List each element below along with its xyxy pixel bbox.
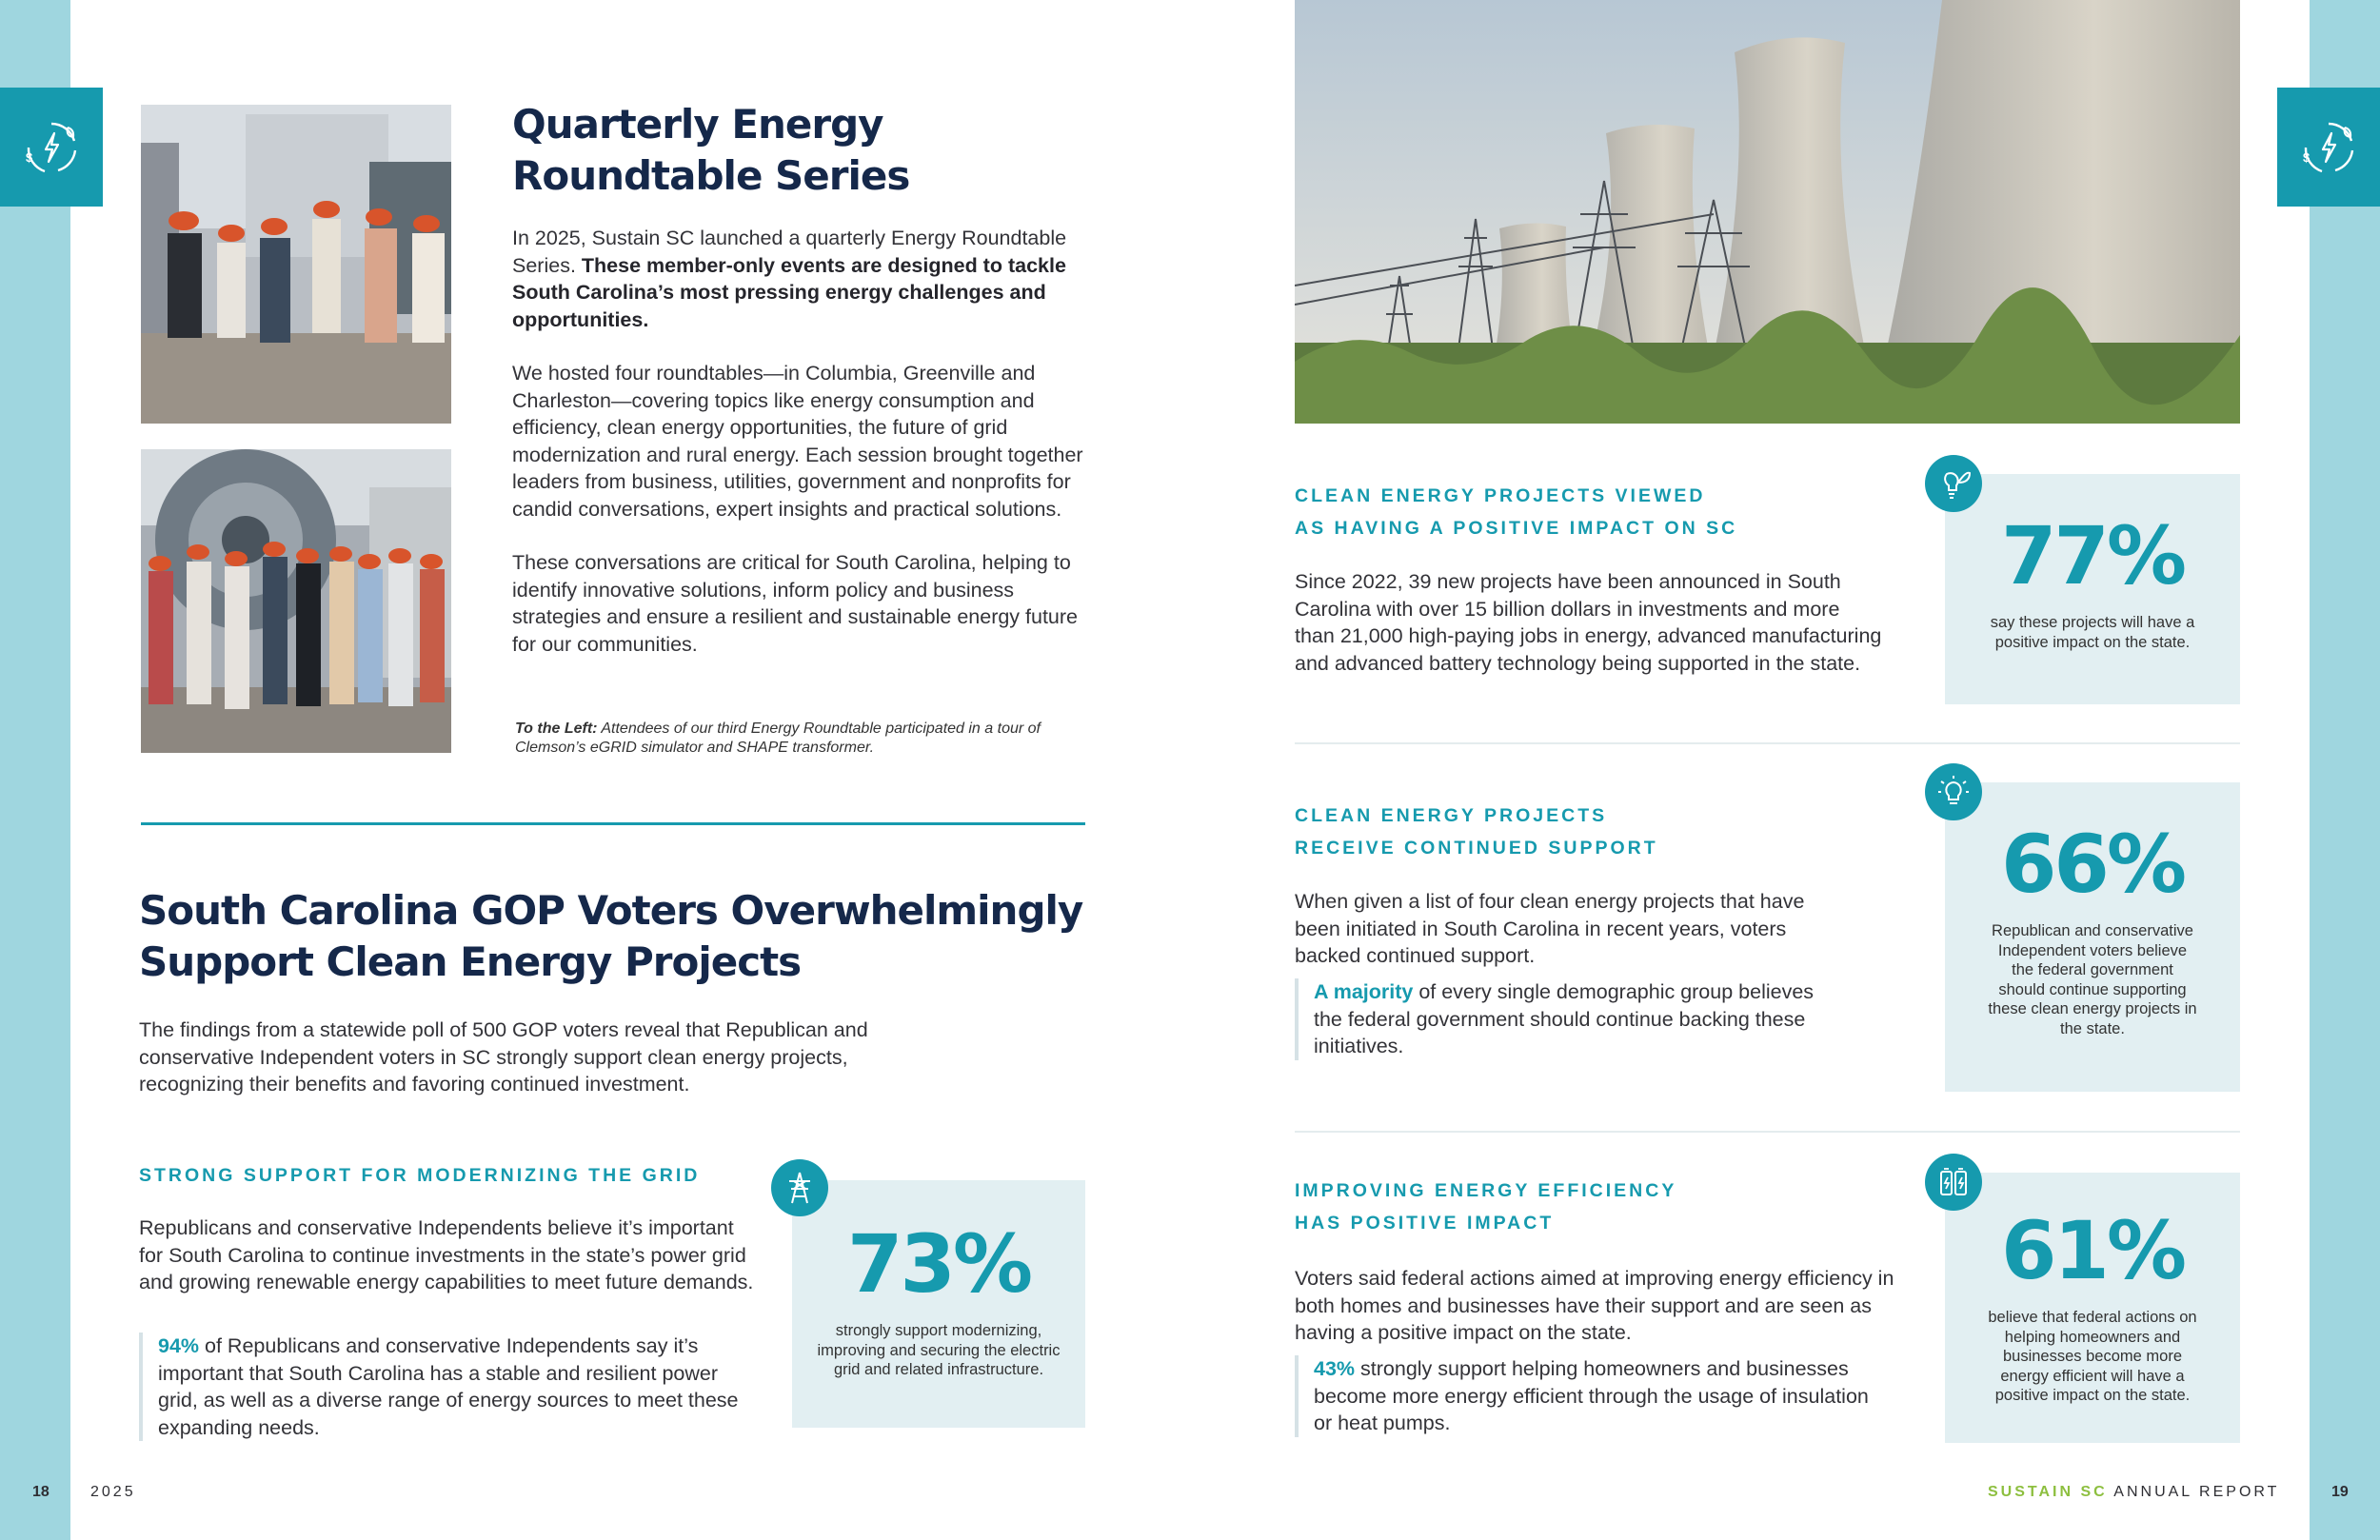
right-edge-band	[2310, 0, 2380, 1540]
footer-brand: SUSTAIN SC	[1988, 1484, 2108, 1500]
grid-stat-badge	[771, 1159, 828, 1216]
stat2-quote	[1295, 978, 1847, 1060]
svg-text:$: $	[26, 149, 33, 165]
roundtable-paragraph-3: These conversations are critical for South Carolina, helping to identify innovative solutions, inform policy and business strategies and ensure a resilient and sustainable energy future for our communities.	[512, 551, 1079, 656]
grid-stat-value: 73%	[846, 1217, 1031, 1311]
photo-caption-lead: To the Left:	[515, 721, 598, 737]
photo-caption-text: Attendees of our third Energy Roundtable participated in a tour of Clemson’s eGRID simulator and SHAPE transformer.	[515, 721, 1041, 756]
stat-divider-1	[1295, 742, 2240, 744]
stat1-card	[1945, 474, 2240, 704]
left-edge-band	[0, 0, 70, 1540]
poll-title-line1: South Carolina GOP Voters Overwhelmingly	[139, 887, 1083, 934]
stat1-description: say these projects will have a positive impact on the state.	[1990, 614, 2195, 651]
stat2-card	[1945, 782, 2240, 1092]
grid-stat-description: strongly support modernizing, improving and securing the electric grid and related infrastructure.	[817, 1322, 1061, 1378]
footer-report-title	[1988, 1484, 2279, 1501]
right-page-number: 19	[2331, 1484, 2349, 1500]
roundtable-title-line2: Roundtable Series	[512, 152, 910, 199]
stat2-label	[1295, 800, 1942, 864]
stat3-body: Voters said federal actions aimed at improving energy efficiency in both homes and businesses have their support and are seen as having a positive impact on the state.	[1295, 1267, 1894, 1344]
power-tower-icon	[782, 1170, 818, 1206]
stat3-label	[1295, 1175, 1942, 1239]
stat2-quote-text: of every single demographic group believes the federal government should continue backing these initiatives.	[1314, 980, 1815, 1057]
energy-cycle-icon	[2299, 118, 2358, 177]
grid-quote-text: of Republicans and conservative Independents say it’s important that South Carolina has a stable and resilient power grid, as well as a diverse range of energy sources to meet these expanding needs.	[158, 1334, 739, 1439]
left-section-tab	[0, 88, 103, 207]
footer-report-label: ANNUAL REPORT	[2107, 1484, 2280, 1500]
stat3-quote-highlight: 43%	[1314, 1357, 1356, 1380]
stat1-value: 77%	[2000, 509, 2185, 602]
stat2-value: 66%	[2000, 818, 2185, 911]
energy-cycle-icon	[22, 118, 81, 177]
stat3-label-line2: HAS POSITIVE IMPACT	[1295, 1213, 1555, 1234]
roundtable-photo-group	[141, 449, 451, 753]
photo-caption	[515, 720, 1086, 758]
stat1-label-line2: AS HAVING A POSITIVE IMPACT ON SC	[1295, 518, 1738, 539]
battery-icon	[1935, 1164, 1972, 1200]
poll-intro: The findings from a statewide poll of 500 GOP voters reveal that Republican and conservative Independent voters in SC strongly support clean energy projects, recognizing their benefits and favoring continued investment.	[139, 1018, 868, 1096]
stat3-label-line1: IMPROVING ENERGY EFFICIENCY	[1295, 1180, 1677, 1201]
stat-divider-2	[1295, 1131, 2240, 1133]
leaf-bulb-icon	[1935, 465, 1972, 502]
roundtable-intro-paragraph	[512, 225, 1102, 333]
cooling-towers-photo	[1295, 0, 2240, 424]
stat1-badge	[1925, 455, 1982, 512]
roundtable-intro-text: In 2025, Sustain SC launched a quarterly Energy Roundtable Series.	[512, 227, 1067, 277]
stat3-quote-text: strongly support helping homeowners and businesses become more energy efficient through the usage of insulation or heat pumps.	[1314, 1357, 1869, 1434]
stat1-label-line1: CLEAN ENERGY PROJECTS VIEWED	[1295, 485, 1706, 506]
left-page-number: 18	[32, 1484, 50, 1500]
roundtable-paragraph-2: We hosted four roundtables—in Columbia, Greenville and Charleston—covering topics like energy consumption and efficiency, clean energy opportunities, the future of grid modernization and rural energy. Each session brought together leaders from business, utilities, government and nonprofits for candid conversations, expert insights and practical solutions.	[512, 362, 1083, 521]
roundtable-title-line1: Quarterly Energy	[512, 101, 883, 148]
grid-section-quote	[139, 1333, 741, 1441]
poll-title-line2: Support Clean Energy Projects	[139, 938, 802, 985]
stat2-label-line1: CLEAN ENERGY PROJECTS	[1295, 805, 1608, 826]
stat3-quote	[1295, 1355, 1875, 1437]
stat2-body: When given a list of four clean energy projects that have been initiated in South Carolina in recent years, voters backed continued support.	[1295, 890, 1805, 967]
stat2-description: Republican and conservative Independent voters believe the federal government should continue supporting these clean energy projects in the state.	[1988, 922, 2197, 1037]
right-section-tab	[2277, 88, 2380, 207]
lightbulb-icon	[1935, 774, 1972, 810]
stat1-label	[1295, 480, 1942, 544]
stat3-card	[1945, 1173, 2240, 1443]
poll-title	[139, 885, 1091, 988]
section-divider	[141, 822, 1085, 825]
grid-stat-card	[792, 1180, 1085, 1428]
grid-section-body: Republicans and conservative Independents believe it’s important for South Carolina to continue investments in the state’s power grid and growing renewable energy capabilities to meet future demands.	[139, 1216, 754, 1293]
stat1-body: Since 2022, 39 new projects have been announced in South Carolina with over 15 billion dollars in investments and more than 21,000 high-paying jobs in energy, advanced manufacturing and advanced battery technology being supported in the state.	[1295, 570, 1882, 675]
roundtable-intro-emphasis: These member-only events are designed to tackle South Carolina’s most pressing energy challenges and opportunities.	[512, 253, 1066, 331]
stat2-quote-highlight: A majority	[1314, 980, 1414, 1003]
footer-year: 2025	[90, 1484, 136, 1500]
roundtable-title	[512, 99, 1102, 202]
svg-text:$: $	[2303, 149, 2311, 165]
stat3-value: 61%	[2000, 1204, 2185, 1297]
grid-quote-highlight: 94%	[158, 1334, 200, 1357]
stat2-badge	[1925, 763, 1982, 820]
stat2-label-line2: RECEIVE CONTINUED SUPPORT	[1295, 838, 1658, 859]
grid-section-label: STRONG SUPPORT FOR MODERNIZING THE GRID	[139, 1165, 701, 1186]
roundtable-photo-tour	[141, 105, 451, 424]
stat3-badge	[1925, 1154, 1982, 1211]
stat3-description: believe that federal actions on helping homeowners and businesses become more energy efficient will have a positive impact on the state.	[1988, 1309, 2197, 1404]
